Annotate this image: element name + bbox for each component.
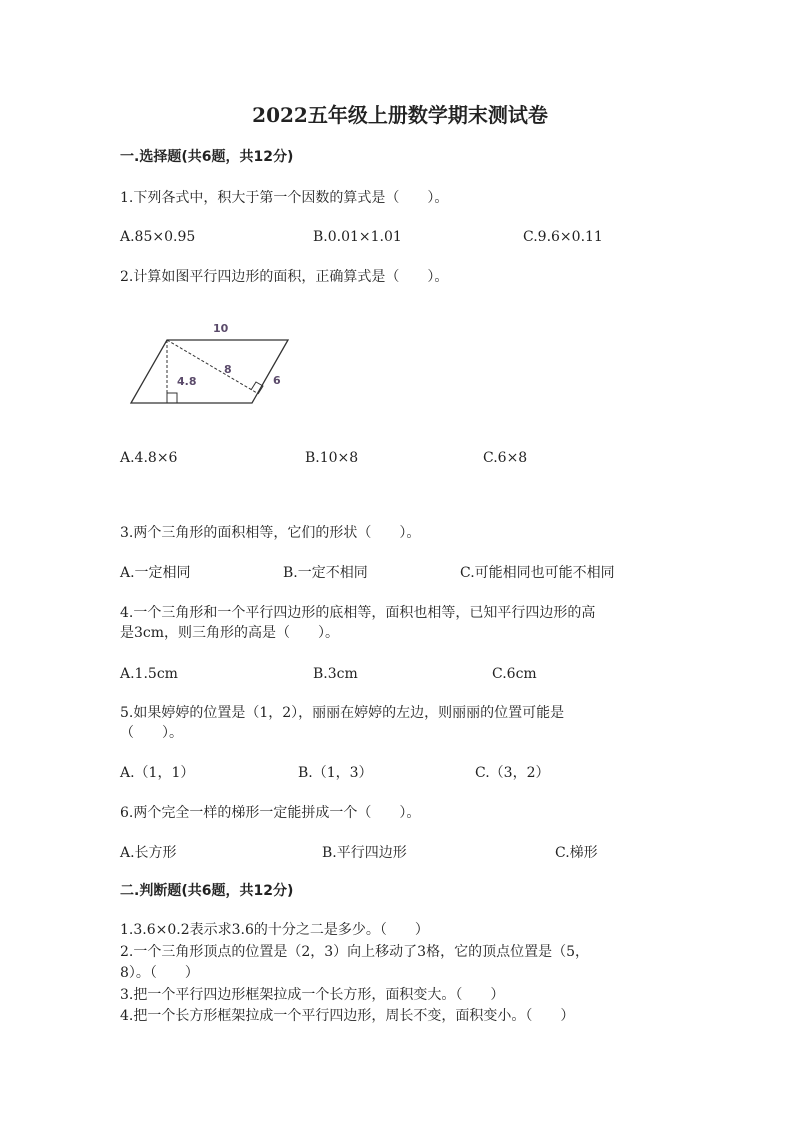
label-height: 4.8 — [177, 375, 197, 388]
question-4: 4.一个三角形和一个平行四边形的底相等，面积也相等，已知平行四边形的高 — [120, 605, 596, 621]
option-a: A.长方形 — [120, 845, 177, 861]
section-heading: 一.选择题(共6题，共12分) — [120, 149, 294, 165]
option-a: A.4.8×6 — [120, 450, 178, 466]
option-c: C.梯形 — [555, 845, 598, 861]
question-5: 5.如果婷婷的位置是（1，2），丽丽在婷婷的左边，则丽丽的位置可能是 — [120, 705, 565, 721]
option-b: B.（1，3） — [298, 765, 373, 781]
option-a: A.85×0.95 — [120, 229, 196, 245]
judge-item-cont: 8）。（ ） — [120, 965, 199, 981]
option-b: B.0.01×1.01 — [313, 229, 402, 245]
option-b: B.平行四边形 — [322, 845, 407, 861]
question-2: 2.计算如图平行四边形的面积，正确算式是（ ）。 — [120, 269, 449, 285]
option-c: C.6cm — [492, 666, 537, 682]
option-a: A.一定相同 — [120, 565, 191, 581]
judge-item: 2.一个三角形顶点的位置是（2，3）向上移动了3格，它的顶点位置是（5， — [120, 944, 589, 960]
option-c: C.9.6×0.11 — [523, 229, 603, 245]
judge-item: 3.把一个平行四边形框架拉成一个长方形，面积变大。（ ） — [120, 987, 505, 1003]
option-a: A.1.5cm — [120, 666, 178, 682]
judge-item: 1.3.6×0.2表示求3.6的十分之二是多少。（ ） — [120, 922, 429, 938]
question-5-cont: （ ）。 — [120, 725, 183, 741]
label-side: 6 — [273, 374, 281, 387]
section-heading: 二.判断题(共6题，共12分) — [120, 883, 294, 899]
option-b: B.10×8 — [305, 450, 359, 466]
label-top: 10 — [213, 322, 229, 335]
question-3: 3.两个三角形的面积相等，它们的形状（ ）。 — [120, 525, 421, 541]
option-b: B.一定不相同 — [283, 565, 368, 581]
option-a: A.（1，1） — [120, 765, 195, 781]
label-diag: 8 — [224, 363, 232, 376]
option-c: C.（3，2） — [475, 765, 550, 781]
question-4-cont: 是3cm，则三角形的高是（ ）。 — [120, 625, 340, 641]
page-title: 2022五年级上册数学期末测试卷 — [252, 103, 548, 127]
option-c: C.6×8 — [483, 450, 528, 466]
parallelogram-figure — [110, 300, 310, 420]
question-1: 1.下列各式中，积大于第一个因数的算式是（ ）。 — [120, 190, 449, 206]
question-6: 6.两个完全一样的梯形一定能拼成一个（ ）。 — [120, 805, 421, 821]
option-c: C.可能相同也可能不相同 — [460, 565, 615, 581]
option-b: B.3cm — [313, 666, 358, 682]
judge-item: 4.把一个长方形框架拉成一个平行四边形，周长不变，面积变小。（ ） — [120, 1008, 575, 1024]
